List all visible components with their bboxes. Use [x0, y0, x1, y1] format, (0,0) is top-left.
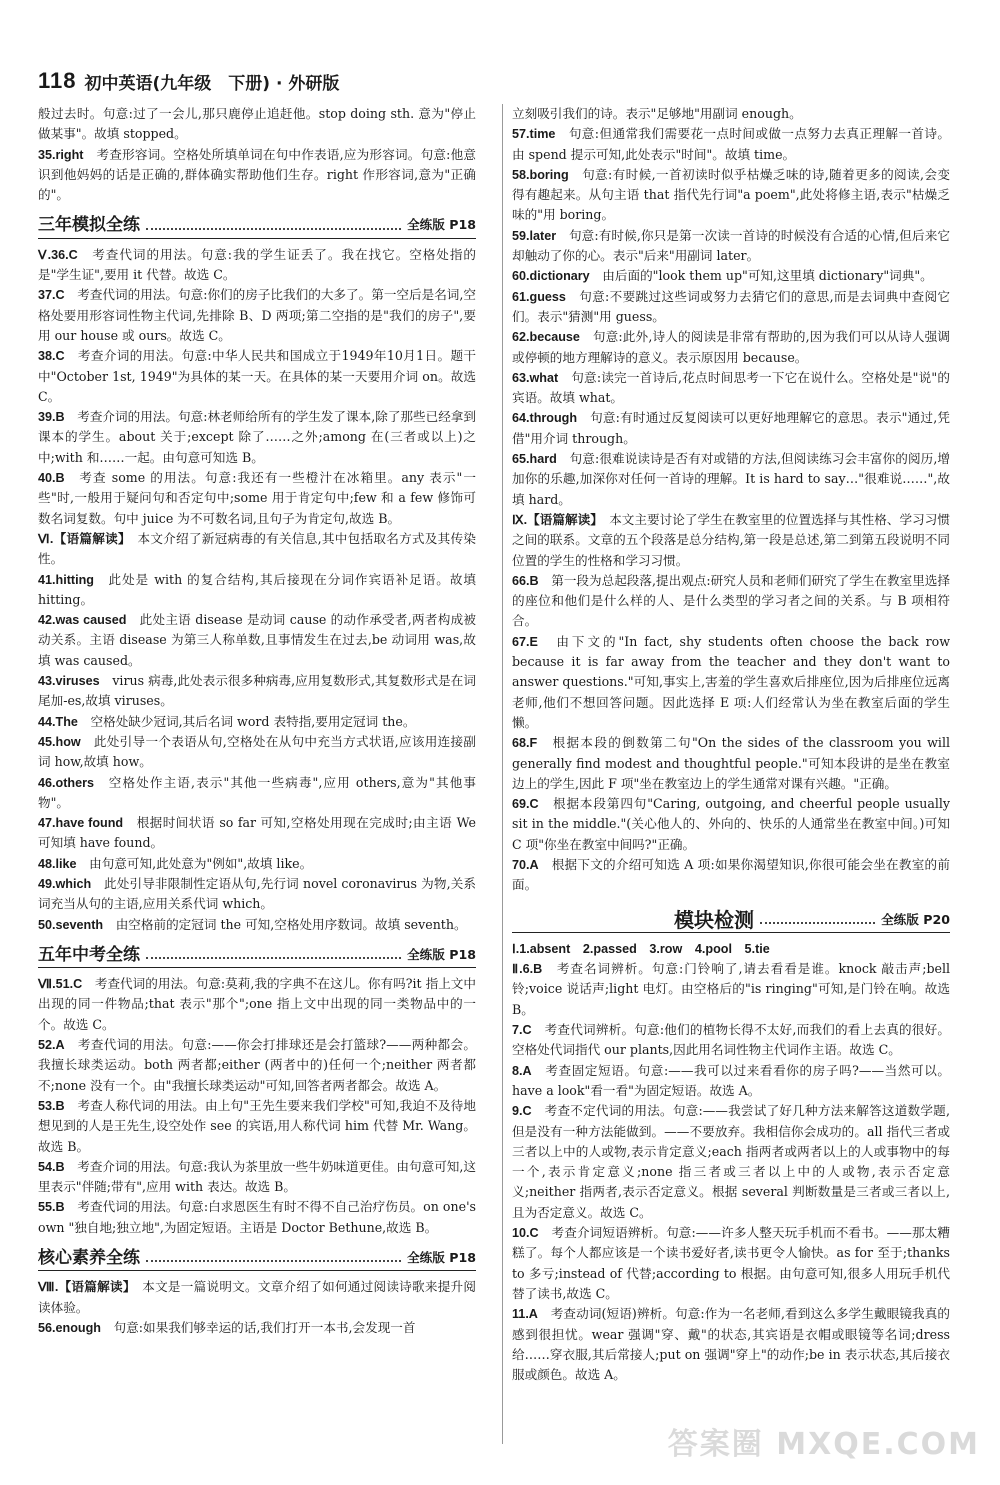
answer-text: 考查介词的用法。句意:林老师给所有的学生发了课本,除了那些已经拿到课本的学生。about 关于;except 除了……之外;among 在(三者或以上)之中;with 和……一起。由句意可知选 B。 — [38, 409, 477, 465]
answer-item — [512, 632, 950, 733]
mokuai-items — [512, 939, 950, 1386]
answer-number: Ⅱ.6.B — [512, 962, 543, 977]
answer-number: 11.A — [512, 1307, 538, 1322]
answer-item — [38, 346, 476, 407]
answer-item — [38, 407, 476, 468]
answer-text: 考查代词辨析。句意:他们的植物长得不太好,而我们的看上去真的很好。空格处代词指代 our plants,因此用名词性物主代词作主语。故选 C。 — [512, 1022, 950, 1058]
answer-number: 38.C — [38, 349, 65, 364]
answer-item — [512, 1223, 950, 1304]
answer-text: 句意:如果我们够幸运的话,我们打开一本书,会发现一首 — [113, 1319, 416, 1335]
dot-leader — [146, 228, 401, 230]
answer-text: 考查固定短语。句意:——我可以过来看看你的房子吗?——当然可以。have a look"看一看"为固定短语。故选 A。 — [512, 1062, 950, 1098]
answer-item — [38, 468, 476, 529]
answer-text: 句意:但通常我们需要花一点时间或做一点努力去真正理解一首诗。由 spend 提示可知,此处表示"时间"。故填 time。 — [512, 126, 950, 162]
answer-text: 考查形容词。空格处所填单词在句中作表语,应为形容词。句意:他意识到他妈妈的话是正确的,群体确实帮助他们生存。right 作形容词,意为"正确的"。 — [38, 146, 477, 203]
answer-item — [512, 733, 950, 794]
answer-item — [38, 1157, 476, 1198]
answer-text: 空格处缺少冠词,其后名词 word 表特指,要用定冠词 the。 — [90, 713, 416, 729]
dot-leader — [146, 1260, 401, 1262]
right-items — [512, 104, 950, 896]
section-header-wunian — [38, 945, 476, 968]
answer-text: 第一段为总起段落,提出观点:研究人员和老师们研究了学生在教室里选择的座位和他们是什么样的人、是什么类型的学习者之间的关系。与 B 项相符合。 — [512, 572, 951, 629]
answer-item — [512, 266, 950, 286]
answer-number: Ⅴ.36.C — [38, 247, 78, 262]
answer-text: 句意:有时候,一首初读时似乎枯燥乏味的诗,随着更多的阅读,会变得有趣起来。从句主语 that 指代先行词"a poem",此处将修主语,表示"枯燥乏味的"用 boring。 — [512, 166, 950, 223]
answer-number: 40.B — [38, 471, 65, 486]
answer-item — [38, 1096, 476, 1157]
answer-item — [38, 570, 476, 611]
section-ref: 全练版 P18 — [407, 1250, 476, 1266]
answer-item — [38, 773, 476, 814]
answer-text: 本文主要讨论了学生在教室里的位置选择与其性格、学习习惯之间的联系。文章的五个段落是总分结构,第一段是总述,第二到第五段说明不同位置的学生的性格和学习习惯。 — [512, 511, 950, 568]
answer-number: 68.F — [512, 736, 538, 751]
answer-item — [38, 529, 476, 570]
answer-item — [38, 145, 476, 206]
answer-item — [38, 712, 476, 732]
answer-item — [512, 1061, 950, 1102]
answer-number: 66.B — [512, 573, 539, 588]
answer-text: 由下文的"In fact, shy students often choose the back row because it is far away from the teacher and they don't want to answer questions."可知,事实上,害羞的学生喜欢后排座位,因为后排座位远离老师,他们不想回答问题。因此选择 E 项:人们经常认为坐在教室后面的学生懒。 — [512, 633, 950, 730]
answer-number: 41.hitting — [38, 572, 94, 587]
answer-item — [512, 1020, 950, 1061]
answer-number: 43.viruses — [38, 674, 100, 689]
answer-text: 句意:读完一首诗后,花点时间思考一下它在说什么。空格处是"说"的宾语。故填 what。 — [512, 369, 951, 406]
answer-text: 考查介词的用法。句意:我认为茶里放一些牛奶味道更佳。由句意可知,这里表示"伴随;带有",应用 with 表达。故选 B。 — [38, 1158, 477, 1195]
answer-item — [38, 732, 476, 773]
answer-text: 本文是一篇说明文。文章介绍了如何通过阅读诗歌来提升阅读体验。 — [38, 1279, 477, 1315]
answer-text: 考查代词的用法。句意:——你会打排球还是会打篮球?——两种都会。我擅长球类运动。both 两者都;either (两者中的)任何一个;neither 两者都不;none 没有一个。由"我擅长球类运动"可知,回答者两者都会。故选 A。 — [38, 1037, 477, 1093]
answer-text: 考查代词的用法。句意:莫莉,我的字典不在这儿。你有吗?it 指上文中出现的同一件物品;that 表示"那个";one 指上文中出现的同一类物品中的一个。故选 C。 — [38, 976, 476, 1032]
answer-text: 考查不定代词的用法。句意:——我尝试了好几种方法来解答这道数学题,但是没有一种方法能做到。——不要放弃。我相信你会成功的。all 指代三者或三者以上中的人或物,表示肯定意义;each 指两者或两者以上的人或事物中的每一个,表示肯定意义;none 指三者或三者以上中的人或物,表示否定意义;neither 指两者,表示否定意义。根据 several 判断数量是三者或三者以上,且为否定意义。故选 C。 — [512, 1103, 951, 1220]
answer-item — [38, 1277, 476, 1318]
left-top-items — [38, 104, 476, 205]
answer-number: 57.time — [512, 127, 556, 142]
answer-item — [512, 510, 950, 571]
answer-text: 句意:有时通过反复阅读可以更好地理解它的意思。表示"通过,凭借"用介词 through。 — [512, 410, 950, 446]
answer-text: 此处是 with 的复合结构,其后接现在分词作宾语补足语。故填 hitting。 — [38, 571, 477, 607]
answer-item — [512, 855, 950, 896]
answer-item — [512, 959, 950, 1020]
dot-leader — [146, 957, 401, 959]
answer-number: 45.how — [38, 734, 81, 749]
answer-item — [38, 854, 476, 874]
section-header-sannian — [38, 215, 476, 238]
answer-item — [38, 104, 476, 145]
answer-text: 句意:有时候,你只是第一次读一首诗的时候没有合适的心情,但后来它却触动了你的心。表示"后来"用副词 later。 — [512, 227, 951, 264]
answer-item — [38, 813, 476, 854]
page-number: 118 — [38, 68, 77, 93]
answer-text: 由后面的"look them up"可知,这里填 dictionary"词典"。 — [602, 268, 933, 284]
answer-text: 句意:此外,诗人的阅读是非常有帮助的,因为我们可以从诗人强调或停顿的地方理解诗的意义。表示原因用 because。 — [512, 329, 951, 365]
answer-item — [38, 610, 476, 671]
answer-item — [512, 327, 950, 368]
answer-text: 般过去时。句意:过了一会儿,那只鹿停止追赶他。stop doing sth. 意为"停止做某事"。故填 stopped。 — [38, 106, 476, 142]
answer-item — [38, 1197, 476, 1238]
answer-text: 立刻吸引我们的诗。表示"足够地"用副词 enough。 — [512, 106, 802, 121]
right-column — [512, 104, 950, 1385]
answer-number: Ⅰ.1.absent 2.passed 3.row 4.pool 5.tie — [512, 941, 770, 956]
section-header-hexin — [38, 1248, 476, 1271]
answer-number: 67.E — [512, 634, 538, 649]
answer-text: 本文介绍了新冠病毒的有关信息,其中包括取名方式及其传染性。 — [38, 530, 476, 567]
answer-text: 句意:不要跳过这些词或努力去猜它们的意思,而是去词典中查阅它们。表示"猜测"用 guess。 — [512, 288, 950, 324]
left-column — [38, 104, 476, 1338]
answer-number: Ⅷ.【语篇解读】 — [38, 1280, 130, 1295]
answer-item — [512, 165, 950, 226]
answer-text: virus 病毒,此处表示很多种病毒,应用复数形式,其复数形式是在词尾加-es,故填 viruses。 — [38, 673, 477, 709]
answer-item — [512, 571, 950, 632]
answer-number: 37.C — [38, 288, 65, 303]
answer-number: 55.B — [38, 1200, 65, 1215]
answer-item — [38, 874, 476, 915]
answer-text: 根据本段第四句"Caring, outgoing, and cheerful people usually sit in the middle."(关心他人的、外向的、快乐的人通常坐在教室中间。)可知 C 项"你坐在教室中间吗?"正确。 — [512, 796, 951, 852]
answer-item — [512, 939, 950, 959]
answer-item — [38, 285, 476, 346]
answer-text: 考查动词(短语)辨析。句意:作为一名老师,看到这么多学生戴眼镜我真的感到很担忧。wear 强调"穿、戴"的状态,其宾语是衣帽或眼镜等名词;dress 给……穿衣服,其后常接人;put on 强调"穿上"的动作;be in 表示状态,其后接衣服或颜色。故选 A。 — [512, 1306, 951, 1383]
answer-text: 考查名词辨析。句意:门铃响了,请去看看是谁。knock 敲击声;bell 铃;voice 说话声;light 电灯。由空格后的"is ringing"可知,是门铃在响。故选 B。 — [512, 961, 951, 1017]
answer-text: 此处引导一个表语从句,空格处在从句中充当方式状语,应该用连接副词 how,故填 how。 — [38, 733, 476, 770]
answer-text: 根据时间状语 so far 可知,空格处用现在完成时;由主语 We 可知填 have found。 — [38, 815, 476, 851]
answer-number: 70.A — [512, 857, 539, 872]
answer-number: 10.C — [512, 1226, 539, 1241]
answer-number: 53.B — [38, 1098, 65, 1113]
answer-number: 54.B — [38, 1159, 65, 1174]
answer-number: 61.guess — [512, 289, 566, 304]
section-title: 五年中考全练 — [38, 944, 140, 965]
answer-text: 考查 some 的用法。句意:我还有一些橙汁在冰箱里。any 表示"一些"时,一般用于疑问句和否定句中;some 用于肯定句中;few 和 a few 修饰可数名词复数。句中 juice 为不可数名词,且句子为肯定句,故选 B。 — [38, 470, 476, 526]
answer-item — [38, 974, 476, 1035]
answer-number: 7.C — [512, 1023, 532, 1038]
section-title: 核心素养全练 — [38, 1248, 140, 1269]
answer-item — [512, 794, 950, 855]
dot-leader — [760, 922, 875, 924]
section-header-mokuai — [512, 907, 950, 933]
answer-text: 根据下文的介绍可知选 A 项:如果你渴望知识,你很可能会坐在教室的前面。 — [512, 856, 950, 893]
answer-text: 根据本段的倒数第二句"On the sides of the classroom you will generally find modest and thoughtful people."可知本段讲的是坐在教室边上的学生,因此 F 项"坐在教室边上的学生通常对课有兴趣。"正确。 — [512, 735, 951, 791]
answer-number: 49.which — [38, 876, 92, 891]
answer-number: Ⅸ.【语篇解读】 — [512, 512, 597, 527]
answer-number: 48.like — [38, 856, 77, 871]
answer-number: 64.through — [512, 411, 578, 426]
answer-number: 44.The — [38, 714, 78, 729]
answer-number: 50.seventh — [38, 917, 104, 932]
answer-number: Ⅵ.【语篇解读】 — [38, 531, 125, 546]
answer-number: 59.later — [512, 228, 557, 243]
answer-item — [38, 671, 476, 712]
answer-number: 9.C — [512, 1104, 532, 1119]
answer-number: 39.B — [38, 410, 65, 425]
answer-number: 52.A — [38, 1038, 65, 1053]
answer-number: 35.right — [38, 147, 84, 162]
answer-item — [512, 368, 950, 409]
page-header — [38, 66, 498, 96]
answer-number: 58.boring — [512, 167, 569, 182]
answer-item — [512, 449, 950, 510]
answer-number: 56.enough — [38, 1320, 101, 1335]
answer-item — [512, 287, 950, 328]
answer-number: 42.was caused — [38, 613, 127, 628]
answer-text: 由句意可知,此处意为"例如",故填 like。 — [89, 855, 313, 871]
answer-number: 8.A — [512, 1063, 532, 1078]
answer-text: 考查代词的用法。句意:我的学生证丢了。我在找它。空格处指的是"学生证",要用 it 代替。故选 C。 — [38, 246, 477, 283]
answer-text: 考查代词的用法。句意:你们的房子比我们的大多了。第一空后是名词,空格处要用形容词性物主代词,先排除 B、D 两项;第二空指的是"我们的房子",要用 our house 或 ours。故选 C。 — [38, 287, 477, 343]
answer-text: 由空格前的定冠词 the 可知,空格处用序数词。故填 seventh。 — [115, 916, 467, 932]
answer-number: 63.what — [512, 370, 559, 385]
answer-text: 此处引导非限制性定语从句,先行词 novel coronavirus 为物,关系词充当从句的主语,应用关系代词 which。 — [38, 875, 477, 912]
answer-item — [512, 226, 950, 267]
answer-number: Ⅶ.51.C — [38, 977, 83, 992]
answer-item — [38, 1318, 476, 1338]
answer-item — [512, 124, 950, 165]
section-title: 模块检测 — [674, 907, 754, 932]
section-ref: 全练版 P18 — [407, 946, 476, 962]
hexin-items — [38, 1277, 476, 1338]
answer-number: 62.because — [512, 330, 580, 345]
answer-item — [512, 104, 950, 124]
answer-number: 65.hard — [512, 452, 557, 467]
answer-text: 考查代词的用法。句意:白求恩医生有时不得不自己治疗伤员。on one's own "独自地;独立地",为固定短语。主语是 Doctor Bethune,故选 B。 — [38, 1199, 477, 1235]
answer-item — [512, 408, 950, 449]
answer-text: 考查介词短语辨析。句意:——许多人整天玩手机而不看书。——那太糟糕了。每个人都应该是一个读书爱好者,读书更令人愉快。as for 至于;thanks to 多亏;instead of 代替;according to 根据。由句意可知,很多人用玩手机代替了读书,故选 C。 — [512, 1225, 950, 1301]
answer-item — [38, 915, 476, 935]
wunian-items — [38, 974, 476, 1238]
column-divider — [502, 104, 503, 1444]
answer-text: 空格处作主语,表示"其他一些病毒",应用 others,意为"其他事物"。 — [38, 774, 476, 810]
answer-item — [38, 245, 476, 286]
watermark-logo: 答案圈 MXQE.COM — [667, 1427, 980, 1462]
answer-item — [512, 1304, 950, 1385]
answer-text: 句意:很难说读诗是否有对或错的方法,但阅读练习会丰富你的阅历,增加你的乐趣,加深你对任何一首诗的理解。It is hard to say…"很难说……",故填 hard。 — [512, 451, 951, 507]
section-title: 三年模拟全练 — [38, 215, 140, 236]
answer-number: 47.have found — [38, 816, 124, 831]
answer-number: 69.C — [512, 797, 539, 812]
answer-number: 46.others — [38, 775, 94, 790]
answer-item — [38, 1035, 476, 1096]
section-ref: 全练版 P20 — [881, 911, 950, 927]
sannian-items — [38, 245, 476, 935]
answer-number: 60.dictionary — [512, 269, 590, 284]
book-title: 初中英语(九年级 下册) · 外研版 — [84, 73, 340, 94]
answer-item — [512, 1101, 950, 1223]
answer-text: 考查介词的用法。句意:中华人民共和国成立于1949年10月1日。题干中"October 1st, 1949"为具体的某一天。在具体的某一天要用介词 on。故选 C。 — [38, 348, 476, 404]
answer-text: 此处主语 disease 是动词 cause 的动作承受者,两者构成被动关系。主语 disease 为第三人称单数,且事情发生在过去,be 动词用 was,故填 was caused。 — [38, 612, 477, 668]
section-ref: 全练版 P18 — [407, 217, 476, 233]
answer-text: 考查人称代词的用法。由上句"王先生要来我们学校"可知,我迫不及待地想见到的人是王先生,设空处作 see 的宾语,用人称代词 him 代替 Mr. Wang。故选 B。 — [38, 1097, 477, 1154]
